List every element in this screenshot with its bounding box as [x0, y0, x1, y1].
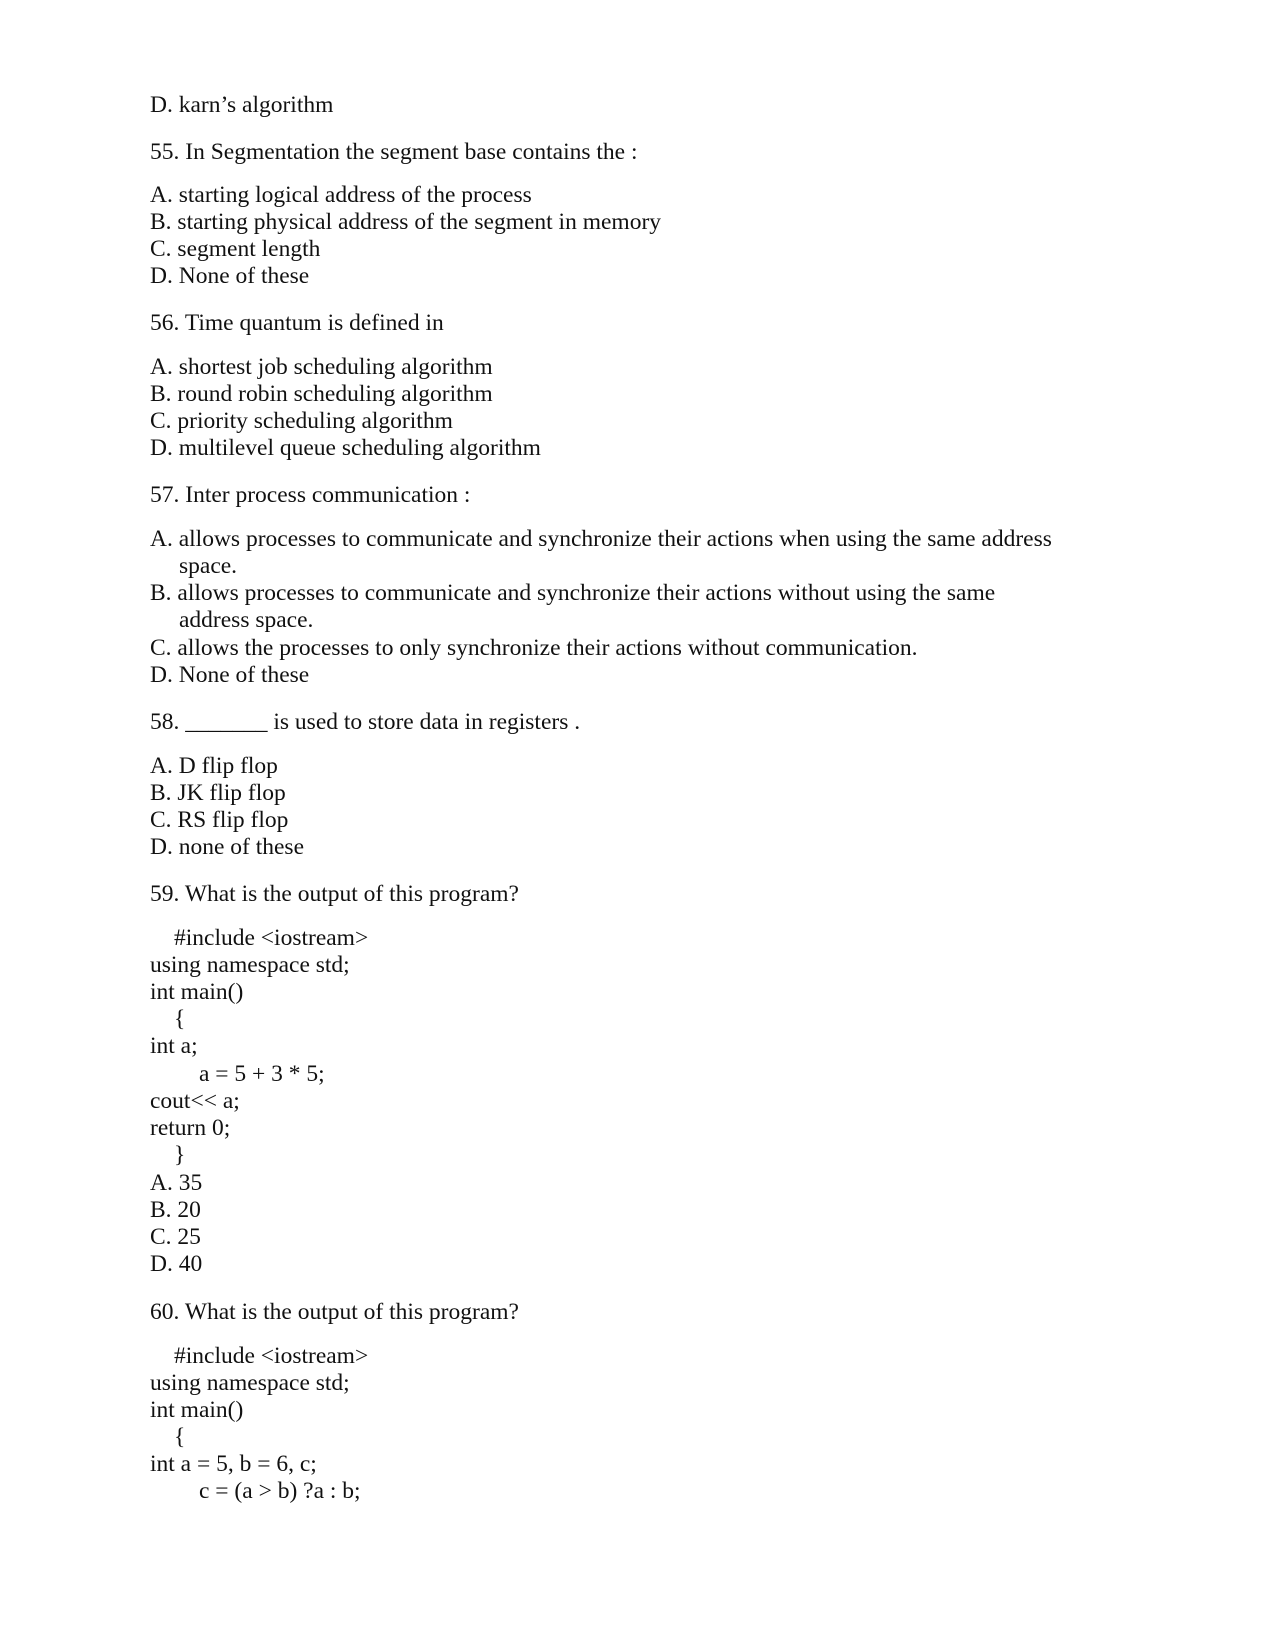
q58-question: 58. _______ is used to store data in registers . [150, 709, 581, 735]
q57-option-b-cont: address space. [179, 607, 314, 633]
q55-option-b: B. starting physical address of the segment in memory [150, 209, 662, 235]
q55-option-c: C. segment length [150, 236, 321, 262]
q57-option-b: B. allows processes to communicate and synchronize their actions without using the same [150, 580, 996, 606]
q56-option-d: D. multilevel queue scheduling algorithm [150, 435, 541, 461]
q59-code-main: int main() [150, 979, 244, 1005]
q55-question: 55. In Segmentation the segment base contains the : [150, 139, 638, 165]
q59-code-return: return 0; [150, 1115, 231, 1141]
q54-option-d: D. karn’s algorithm [150, 92, 334, 118]
q60-code-include: #include <iostream> [174, 1343, 369, 1369]
q60-code-ternary: c = (a > b) ?a : b; [199, 1478, 361, 1504]
q56-option-b: B. round robin scheduling algorithm [150, 381, 493, 407]
q57-option-d: D. None of these [150, 662, 310, 688]
q59-code-open-brace: { [174, 1006, 186, 1032]
q56-option-c: C. priority scheduling algorithm [150, 408, 453, 434]
q57-option-c: C. allows the processes to only synchronize their actions without communication. [150, 635, 918, 661]
q59-code-declare: int a; [150, 1033, 198, 1059]
q55-option-a: A. starting logical address of the process [150, 182, 532, 208]
q59-code-close-brace: } [174, 1142, 186, 1168]
q59-option-c: C. 25 [150, 1224, 201, 1250]
q55-option-d: D. None of these [150, 263, 310, 289]
q59-code-namespace: using namespace std; [150, 952, 350, 978]
q59-option-d: D. 40 [150, 1251, 203, 1277]
q60-code-declare: int a = 5, b = 6, c; [150, 1451, 317, 1477]
q58-option-d: D. none of these [150, 834, 305, 860]
q57-option-a-cont: space. [179, 553, 238, 579]
q57-option-a: A. allows processes to communicate and synchronize their actions when using the same address [150, 526, 1052, 552]
q58-option-a: A. D flip flop [150, 753, 278, 779]
q56-option-a: A. shortest job scheduling algorithm [150, 354, 493, 380]
q59-code-include: #include <iostream> [174, 925, 369, 951]
q59-code-assign: a = 5 + 3 * 5; [199, 1061, 325, 1087]
q58-option-c: C. RS flip flop [150, 807, 289, 833]
q60-code-namespace: using namespace std; [150, 1370, 350, 1396]
q60-code-main: int main() [150, 1397, 244, 1423]
q59-option-a: A. 35 [150, 1170, 203, 1196]
q57-question: 57. Inter process communication : [150, 482, 471, 508]
q60-question: 60. What is the output of this program? [150, 1299, 519, 1325]
q58-option-b: B. JK flip flop [150, 780, 286, 806]
q59-code-cout: cout<< a; [150, 1088, 240, 1114]
q60-code-open-brace: { [174, 1424, 186, 1450]
q59-option-b: B. 20 [150, 1197, 201, 1223]
q59-question: 59. What is the output of this program? [150, 881, 519, 907]
q56-question: 56. Time quantum is defined in [150, 310, 444, 336]
